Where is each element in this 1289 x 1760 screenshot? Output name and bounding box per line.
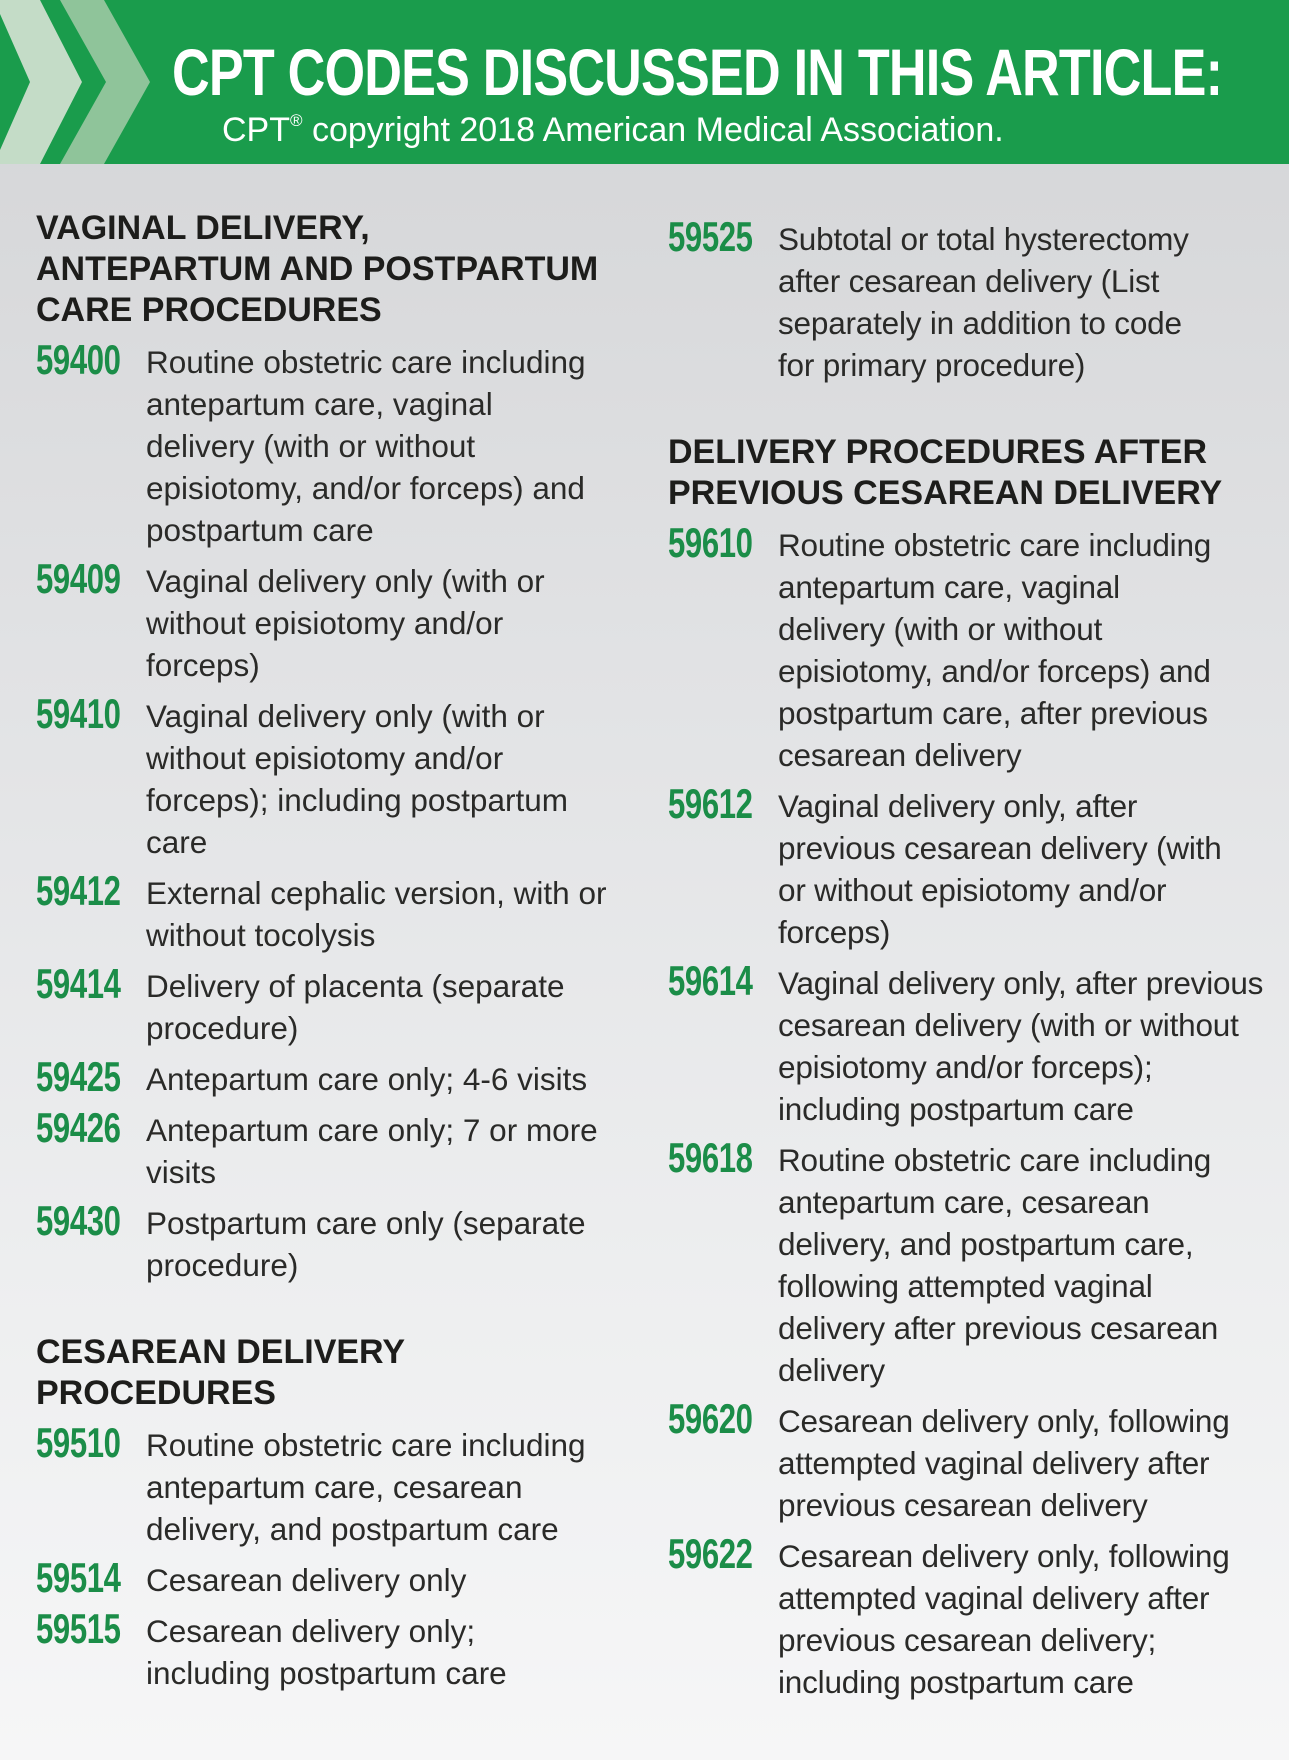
- description-line: postpartum care, after previous: [778, 695, 1208, 731]
- section-heading-line: DELIVERY PROCEDURES AFTER: [668, 433, 1208, 471]
- description-line: without episiotomy and/or: [146, 605, 504, 641]
- code-description: [146, 1058, 626, 1100]
- description-line: Routine obstetric care including: [146, 1427, 586, 1463]
- copyright-prefix: CPT: [222, 111, 290, 149]
- code-description: [146, 1109, 626, 1193]
- description-line: including postpartum care: [146, 1655, 507, 1691]
- code-section: [36, 208, 626, 1286]
- cpt-code: 59426: [36, 1104, 121, 1151]
- code-section: [668, 432, 1268, 1703]
- description-line: including postpartum care: [778, 1091, 1134, 1127]
- description-line: attempted vaginal delivery after: [778, 1580, 1210, 1616]
- section-heading: [36, 208, 626, 331]
- description-line: care: [146, 824, 208, 860]
- section-heading-line: PROCEDURES: [36, 1374, 276, 1412]
- description-line: episiotomy, and/or forceps) and: [778, 653, 1211, 689]
- code-entry: [36, 555, 626, 686]
- description-line: Vaginal delivery only, after: [778, 788, 1138, 824]
- header-band: [0, 0, 1289, 164]
- code-description: [146, 872, 626, 956]
- description-line: previous cesarean delivery (with: [778, 830, 1222, 866]
- cpt-code: 59510: [36, 1419, 121, 1466]
- section-heading-line: ANTEPARTUM AND POSTPARTUM: [36, 250, 599, 288]
- cpt-code: 59618: [668, 1134, 753, 1181]
- code-description: [778, 524, 1268, 776]
- description-line: following attempted vaginal: [778, 1268, 1153, 1304]
- description-line: Vaginal delivery only (with or: [146, 563, 545, 599]
- description-line: for primary procedure): [778, 347, 1086, 383]
- description-line: antepartum care, vaginal: [146, 386, 493, 422]
- code-description: [778, 1139, 1268, 1391]
- cpt-code: 59409: [36, 555, 121, 602]
- code-entry: [36, 1419, 626, 1550]
- description-line: including postpartum care: [778, 1664, 1134, 1700]
- code-entry: [36, 336, 626, 551]
- code-description: [146, 965, 626, 1049]
- code-description: [146, 1559, 626, 1601]
- description-line: without tocolysis: [146, 917, 376, 953]
- description-line: episiotomy, and/or forceps) and: [146, 470, 585, 506]
- code-description: [146, 695, 626, 863]
- description-line: Vaginal delivery only (with or: [146, 698, 545, 734]
- cpt-code: 59514: [36, 1554, 121, 1601]
- cpt-code: 59410: [36, 690, 121, 737]
- description-line: Cesarean delivery only;: [146, 1613, 476, 1649]
- code-entry: [668, 1395, 1268, 1526]
- description-line: delivery, and postpartum care,: [778, 1226, 1194, 1262]
- description-line: delivery, and postpartum care: [146, 1511, 559, 1547]
- description-line: attempted vaginal delivery after: [778, 1445, 1210, 1481]
- code-entry: [668, 1134, 1268, 1391]
- cpt-code: 59425: [36, 1053, 121, 1100]
- code-entry: [36, 1104, 626, 1193]
- code-entry: [36, 690, 626, 863]
- code-entry: [36, 960, 626, 1049]
- description-line: Postpartum care only (separate: [146, 1205, 586, 1241]
- description-line: Cesarean delivery only, following: [778, 1403, 1230, 1439]
- cpt-code: 59412: [36, 867, 121, 914]
- description-line: External cephalic version, with or: [146, 875, 607, 911]
- description-line: visits: [146, 1154, 216, 1190]
- description-line: cesarean delivery (with or without: [778, 1007, 1239, 1043]
- description-line: Cesarean delivery only, following: [778, 1538, 1230, 1574]
- section-heading-line: VAGINAL DELIVERY,: [36, 209, 370, 247]
- description-line: previous cesarean delivery: [778, 1487, 1148, 1523]
- description-line: forceps); including postpartum: [146, 782, 568, 818]
- code-description: [146, 560, 626, 686]
- description-line: Antepartum care only; 7 or more: [146, 1112, 598, 1148]
- description-line: antepartum care, cesarean: [146, 1469, 523, 1505]
- section-heading-line: CESAREAN DELIVERY: [36, 1333, 406, 1371]
- code-entry: [668, 957, 1268, 1130]
- cpt-code: 59610: [668, 519, 753, 566]
- section-heading-line: CARE PROCEDURES: [36, 291, 382, 329]
- cpt-code: 59414: [36, 960, 121, 1007]
- code-description: [778, 1535, 1268, 1703]
- cpt-code: 59620: [668, 1395, 753, 1442]
- chevron-arrows-icon: [0, 0, 170, 164]
- code-entry: [36, 867, 626, 956]
- description-line: forceps): [146, 647, 260, 683]
- description-line: delivery (with or without: [778, 611, 1103, 647]
- page-title: CPT CODES DISCUSSED IN THIS ARTICLE:: [172, 35, 1223, 109]
- description-line: Routine obstetric care including: [778, 1142, 1212, 1178]
- left-column: [36, 208, 626, 1740]
- description-line: procedure): [146, 1010, 299, 1046]
- code-description: [778, 962, 1268, 1130]
- cpt-code: 59612: [668, 780, 753, 827]
- cpt-code: 59614: [668, 957, 753, 1004]
- code-description: [146, 1424, 626, 1550]
- section-heading: [668, 432, 1268, 514]
- code-description: [778, 1400, 1268, 1526]
- description-line: forceps): [778, 914, 891, 950]
- description-line: cesarean delivery: [778, 737, 1022, 773]
- code-description: [146, 1610, 626, 1694]
- description-line: delivery after previous cesarean: [778, 1310, 1219, 1346]
- description-line: separately in addition to code: [778, 305, 1182, 341]
- description-line: Delivery of placenta (separate: [146, 968, 565, 1004]
- code-description: [778, 785, 1268, 953]
- code-entry: [36, 1053, 626, 1100]
- code-entry: [668, 213, 1268, 386]
- code-section: [668, 213, 1268, 386]
- code-entry: [36, 1197, 626, 1286]
- description-line: postpartum care: [146, 512, 374, 548]
- cpt-code: 59430: [36, 1197, 121, 1244]
- description-line: Routine obstetric care including: [146, 344, 586, 380]
- copyright-text: copyright 2018 American Medical Association.: [302, 111, 1004, 149]
- cpt-code: 59515: [36, 1605, 121, 1652]
- cpt-code: 59525: [668, 213, 753, 260]
- code-entry: [668, 780, 1268, 953]
- code-entry: [668, 519, 1268, 776]
- copyright-notice: [222, 109, 1004, 151]
- code-entry: [36, 1605, 626, 1694]
- description-line: Vaginal delivery only, after previous: [778, 965, 1264, 1001]
- description-line: antepartum care, cesarean: [778, 1184, 1150, 1220]
- code-description: [778, 218, 1268, 386]
- description-line: procedure): [146, 1247, 299, 1283]
- code-description: [146, 1202, 626, 1286]
- registered-mark: ®: [290, 111, 303, 130]
- code-entry: [668, 1530, 1268, 1703]
- section-heading-line: PREVIOUS CESAREAN DELIVERY: [668, 474, 1223, 512]
- description-line: or without episiotomy and/or: [778, 872, 1167, 908]
- description-line: Antepartum care only; 4-6 visits: [146, 1061, 588, 1097]
- cpt-code: 59622: [668, 1530, 753, 1577]
- section-heading: [36, 1332, 626, 1414]
- description-line: episiotomy and/or forceps);: [778, 1049, 1153, 1085]
- code-entry: [36, 1554, 626, 1601]
- description-line: Subtotal or total hysterectomy: [778, 221, 1189, 257]
- description-line: without episiotomy and/or: [146, 740, 504, 776]
- description-line: Routine obstetric care including: [778, 527, 1212, 563]
- cpt-code: 59400: [36, 336, 121, 383]
- description-line: previous cesarean delivery;: [778, 1622, 1157, 1658]
- right-column: [668, 213, 1268, 1749]
- description-line: antepartum care, vaginal: [778, 569, 1120, 605]
- description-line: after cesarean delivery (List: [778, 263, 1160, 299]
- description-line: delivery (with or without: [146, 428, 476, 464]
- code-description: [146, 341, 626, 551]
- description-line: delivery: [778, 1352, 885, 1388]
- code-section: [36, 1332, 626, 1694]
- description-line: Cesarean delivery only: [146, 1562, 467, 1598]
